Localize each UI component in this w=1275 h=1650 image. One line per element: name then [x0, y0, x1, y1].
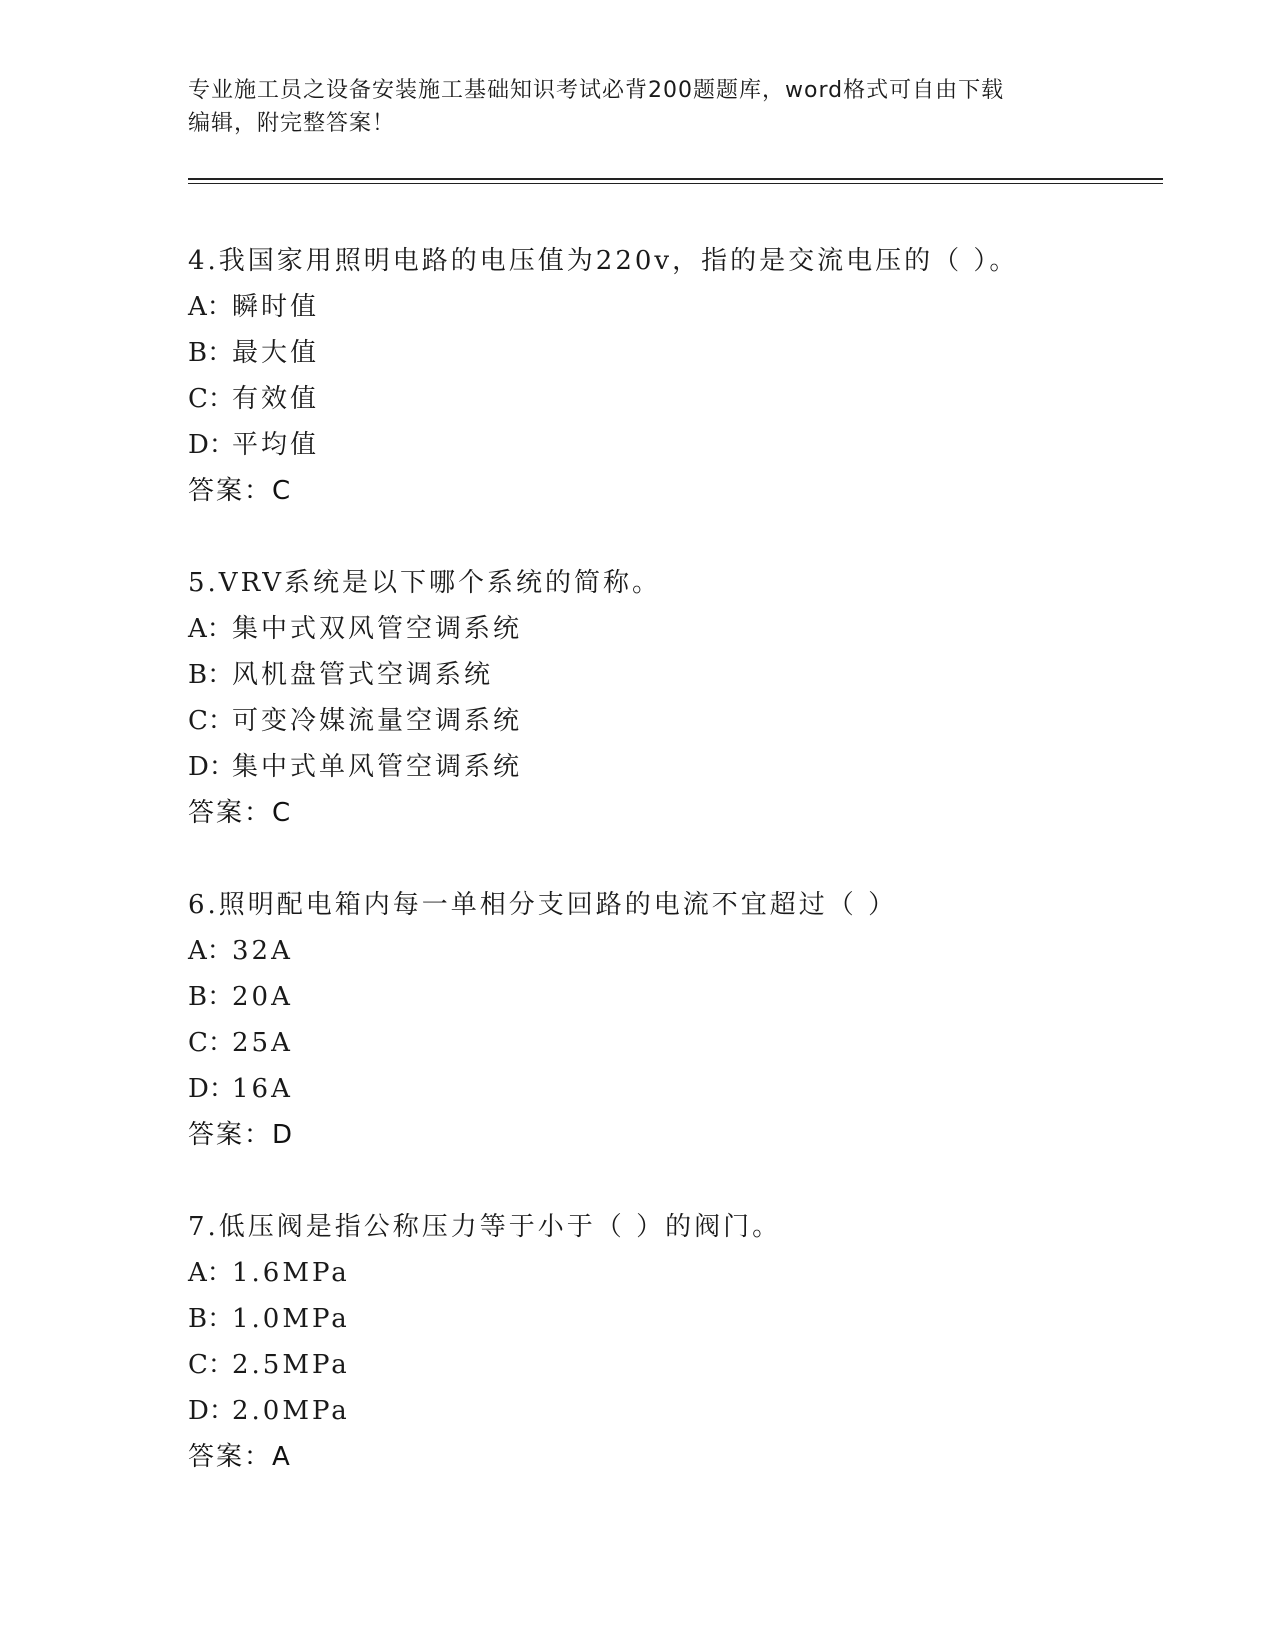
option-text: 32A: [232, 936, 293, 966]
document-header: [188, 74, 1078, 140]
option-text: 有效值: [232, 384, 320, 414]
option-key: D：: [188, 752, 235, 782]
header-title-line-2: 编辑，附完整答案！: [188, 111, 396, 136]
option-c: [188, 376, 1148, 422]
option-b: [188, 1296, 1148, 1342]
question-item: [188, 238, 1148, 514]
option-key: D：: [188, 430, 235, 460]
option-text: 最大值: [232, 338, 320, 368]
header-title-line-1: 专业施工员之设备安装施工基础知识考试必背200题题库，word格式可自由下载: [188, 78, 1005, 103]
option-text: 2.5MPa: [232, 1350, 350, 1380]
option-text: 平均值: [232, 430, 320, 460]
option-key: C：: [188, 1028, 234, 1058]
option-text: 1.0MPa: [232, 1304, 350, 1334]
option-key: B：: [188, 338, 234, 368]
option-key: A：: [188, 292, 233, 322]
option-key: B：: [188, 660, 234, 690]
question-item: [188, 560, 1148, 836]
answer-line: 答案：D: [188, 1120, 295, 1150]
option-key: D：: [188, 1074, 235, 1104]
option-d: [188, 744, 1148, 790]
option-c: [188, 1342, 1148, 1388]
option-key: A：: [188, 936, 233, 966]
option-b: [188, 652, 1148, 698]
option-text: 瞬时值: [232, 292, 320, 322]
question-list: [188, 238, 1148, 1526]
option-a: [188, 606, 1148, 652]
option-a: [188, 284, 1148, 330]
option-key: A：: [188, 614, 233, 644]
option-text: 20A: [232, 982, 293, 1012]
option-text: 集中式双风管空调系统: [232, 614, 523, 644]
option-c: [188, 1020, 1148, 1066]
header-divider-thin: [188, 183, 1163, 184]
option-b: [188, 330, 1148, 376]
option-key: A：: [188, 1258, 233, 1288]
option-b: [188, 974, 1148, 1020]
question-item: [188, 882, 1148, 1158]
option-text: 1.6MPa: [232, 1258, 350, 1288]
option-d: [188, 422, 1148, 468]
option-key: D：: [188, 1396, 235, 1426]
question-stem: 5.VRV系统是以下哪个系统的简称。: [188, 568, 662, 598]
question-stem: 7.低压阀是指公称压力等于小于（ ）的阀门。: [188, 1212, 782, 1242]
option-a: [188, 928, 1148, 974]
option-text: 风机盘管式空调系统: [232, 660, 494, 690]
option-key: C：: [188, 706, 234, 736]
option-d: [188, 1066, 1148, 1112]
option-text: 集中式单风管空调系统: [232, 752, 523, 782]
option-c: [188, 698, 1148, 744]
answer-line: 答案：C: [188, 798, 293, 828]
option-text: 可变冷媒流量空调系统: [232, 706, 523, 736]
option-key: C：: [188, 384, 234, 414]
header-divider-thick: [188, 178, 1163, 180]
option-a: [188, 1250, 1148, 1296]
question-item: [188, 1204, 1148, 1480]
option-text: 16A: [232, 1074, 293, 1104]
option-text: 25A: [232, 1028, 293, 1058]
option-key: B：: [188, 982, 234, 1012]
question-stem: 4.我国家用照明电路的电压值为220v，指的是交流电压的（ ）。: [188, 246, 1019, 276]
question-stem: 6.照明配电箱内每一单相分支回路的电流不宜超过（ ）: [188, 890, 898, 920]
option-key: C：: [188, 1350, 234, 1380]
answer-line: 答案：A: [188, 1442, 292, 1472]
option-key: B：: [188, 1304, 234, 1334]
option-d: [188, 1388, 1148, 1434]
option-text: 2.0MPa: [232, 1396, 350, 1426]
answer-line: 答案：C: [188, 476, 293, 506]
